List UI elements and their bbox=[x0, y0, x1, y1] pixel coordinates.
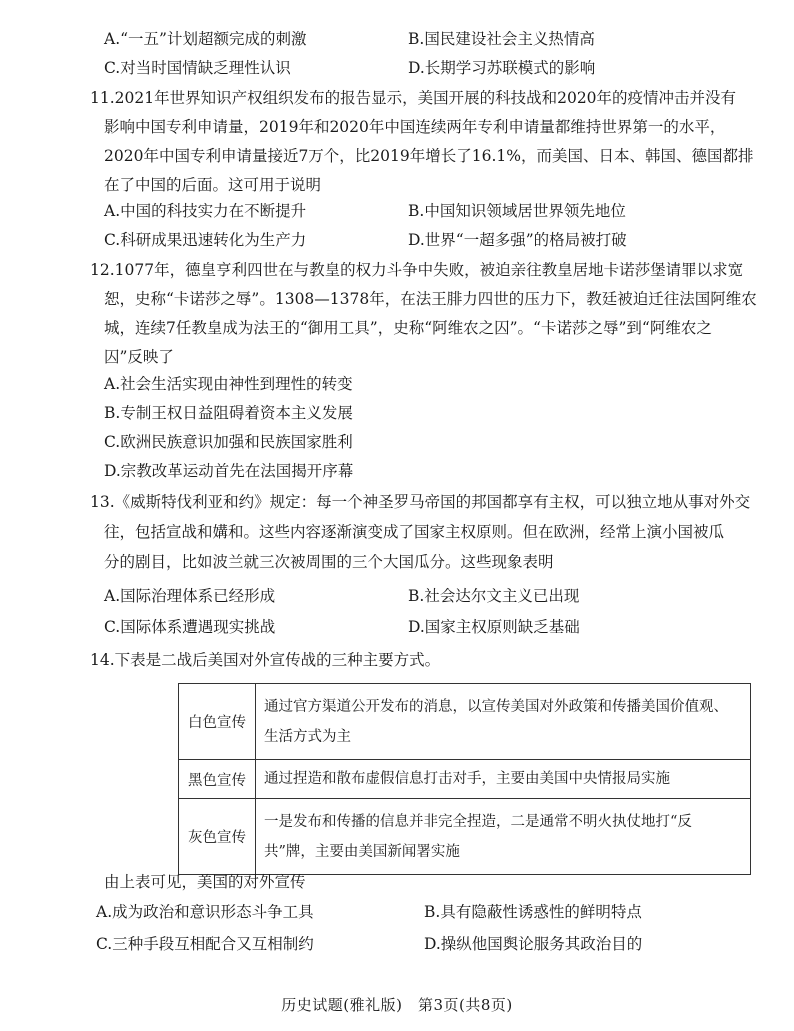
q10-option-a: A.“一五”计划超额完成的刺激 bbox=[104, 30, 307, 48]
table-row bbox=[179, 760, 751, 799]
q11-stem-line-4: 在了中国的后面。这可用于说明 bbox=[104, 176, 322, 194]
propaganda-table bbox=[178, 683, 751, 875]
q13-stem-line-2: 往，包括宣战和媾和。这些内容逐渐演变成了国家主权原则。但在欧洲，经常上演小国被瓜 bbox=[104, 523, 725, 541]
q11-option-b: B.中国知识领域居世界领先地位 bbox=[408, 202, 626, 220]
page-footer: 历史试题(雅礼版) 第3页(共8页) bbox=[281, 996, 513, 1014]
q12-stem-line-3: 城，连续7任教皇成为法王的“御用工具”，史称“阿维农之囚”。“卡诺莎之辱”到“阿维农之 bbox=[104, 319, 712, 337]
q12-stem-line-4: 囚”反映了 bbox=[104, 348, 174, 366]
q10-option-c: C.对当时国情缺乏理性认识 bbox=[104, 59, 291, 77]
q14-followup: 由上表可见，美国的对外宣传 bbox=[104, 873, 306, 891]
q10-option-d: D.长期学习苏联模式的影响 bbox=[408, 59, 596, 77]
q11-option-a: A.中国的科技实力在不断提升 bbox=[104, 202, 307, 220]
q13-option-c: C.国际体系遭遇现实挑战 bbox=[104, 618, 276, 636]
table-cell-type: 白色宣传 bbox=[179, 684, 256, 760]
q14-option-a: A.成为政治和意识形态斗争工具 bbox=[96, 903, 314, 921]
table-row bbox=[179, 799, 751, 875]
q14-option-d: D.操纵他国舆论服务其政治目的 bbox=[424, 935, 643, 953]
table-cell-desc: 一是发布和传播的信息并非完全捏造，二是通常不明火执仗地打“反共”牌，主要由美国新闻署实施 bbox=[256, 799, 751, 875]
q11-option-c: C.科研成果迅速转化为生产力 bbox=[104, 231, 307, 249]
q11-stem-line-2: 影响中国专利申请量，2019年和2020年中国连续两年专利申请量都维持世界第一的水平， bbox=[104, 118, 726, 136]
table-cell-type: 黑色宣传 bbox=[179, 760, 256, 799]
table-cell-desc: 通过官方渠道公开发布的消息，以宣传美国对外政策和传播美国价值观、生活方式为主 bbox=[256, 684, 751, 760]
q12-option-a: A.社会生活实现由神性到理性的转变 bbox=[104, 375, 353, 393]
q12-stem-line-1: 12.1077年，德皇亨利四世在与教皇的权力斗争中失败，被迫亲往教皇居地卡诺莎堡请罪以求宽 bbox=[90, 261, 744, 279]
q10-option-b: B.国民建设社会主义热情高 bbox=[408, 30, 595, 48]
q11-stem-line-1: 11.2021年世界知识产权组织发布的报告显示，美国开展的科技战和2020年的疫情冲击并没有 bbox=[90, 89, 737, 107]
q14-option-c: C.三种手段互相配合又互相制约 bbox=[96, 935, 314, 953]
q14-stem: 14.下表是二战后美国对外宣传战的三种主要方式。 bbox=[90, 651, 441, 669]
q13-stem-line-3: 分的剧目，比如波兰就三次被周围的三个大国瓜分。这些现象表明 bbox=[104, 553, 554, 571]
q13-option-b: B.社会达尔文主义已出现 bbox=[408, 587, 580, 605]
table-row bbox=[179, 684, 751, 760]
table-cell-desc: 通过捏造和散布虚假信息打击对手，主要由美国中央情报局实施 bbox=[256, 760, 751, 799]
q13-stem-line-1: 13.《威斯特伐利亚和约》规定：每一个神圣罗马帝国的邦国都享有主权，可以独立地从事对外交 bbox=[90, 493, 751, 511]
q12-stem-line-2: 恕，史称“卡诺莎之辱”。1308—1378年，在法王腓力四世的压力下，教廷被迫迁往法国阿维农 bbox=[104, 290, 757, 308]
q14-option-b: B.具有隐蔽性诱惑性的鲜明特点 bbox=[424, 903, 642, 921]
q13-option-d: D.国家主权原则缺乏基础 bbox=[408, 618, 580, 636]
table-cell-type: 灰色宣传 bbox=[179, 799, 256, 875]
q11-option-d: D.世界“一超多强”的格局被打破 bbox=[408, 231, 627, 249]
q13-option-a: A.国际治理体系已经形成 bbox=[104, 587, 276, 605]
q11-stem-line-3: 2020年中国专利申请量接近7万个，比2019年增长了16.1%，而美国、日本、韩国、德国都排 bbox=[104, 147, 754, 165]
q12-option-b: B.专制王权日益阻碍着资本主义发展 bbox=[104, 404, 353, 422]
q12-option-c: C.欧洲民族意识加强和民族国家胜利 bbox=[104, 433, 353, 451]
q12-option-d: D.宗教改革运动首先在法国揭开序幕 bbox=[104, 462, 354, 480]
